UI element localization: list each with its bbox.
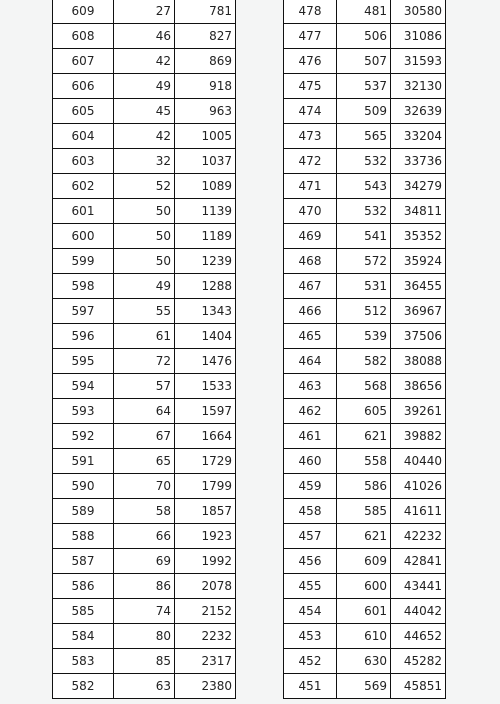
cumulative-cell: 2317 [175, 649, 236, 674]
table-row [53, 99, 236, 124]
cumulative-cell: 2078 [175, 574, 236, 599]
count-cell: 55 [114, 299, 175, 324]
count-cell: 572 [337, 249, 391, 274]
count-cell: 50 [114, 224, 175, 249]
table-row [284, 624, 446, 649]
table-row [53, 474, 236, 499]
count-cell: 621 [337, 524, 391, 549]
table-row [284, 474, 446, 499]
cumulative-cell: 42232 [391, 524, 446, 549]
table-row [53, 624, 236, 649]
cumulative-cell: 1404 [175, 324, 236, 349]
cumulative-cell: 39261 [391, 399, 446, 424]
cumulative-cell: 869 [175, 49, 236, 74]
score-cell: 473 [284, 124, 337, 149]
count-cell: 601 [337, 599, 391, 624]
table-row [53, 199, 236, 224]
table-row [284, 124, 446, 149]
score-cell: 608 [53, 24, 114, 49]
cumulative-cell: 39882 [391, 424, 446, 449]
count-cell: 506 [337, 24, 391, 49]
table-row [284, 199, 446, 224]
cumulative-cell: 2152 [175, 599, 236, 624]
table-row [53, 349, 236, 374]
count-cell: 512 [337, 299, 391, 324]
cumulative-cell: 44652 [391, 624, 446, 649]
cumulative-cell: 1799 [175, 474, 236, 499]
table-row [284, 149, 446, 174]
count-cell: 74 [114, 599, 175, 624]
score-cell: 588 [53, 524, 114, 549]
table-row [284, 649, 446, 674]
count-cell: 49 [114, 74, 175, 99]
cumulative-cell: 32130 [391, 74, 446, 99]
score-cell: 599 [53, 249, 114, 274]
count-cell: 537 [337, 74, 391, 99]
score-cell: 584 [53, 624, 114, 649]
cumulative-cell: 36967 [391, 299, 446, 324]
cumulative-cell: 41026 [391, 474, 446, 499]
count-cell: 585 [337, 499, 391, 524]
count-cell: 621 [337, 424, 391, 449]
cumulative-cell: 42841 [391, 549, 446, 574]
cumulative-cell: 34279 [391, 174, 446, 199]
count-cell: 481 [337, 0, 391, 24]
count-cell: 61 [114, 324, 175, 349]
score-cell: 461 [284, 424, 337, 449]
score-cell: 470 [284, 199, 337, 224]
count-cell: 532 [337, 199, 391, 224]
cumulative-cell: 1857 [175, 499, 236, 524]
score-cell: 604 [53, 124, 114, 149]
table-row [284, 349, 446, 374]
cumulative-cell: 33204 [391, 124, 446, 149]
score-cell: 475 [284, 74, 337, 99]
score-cell: 600 [53, 224, 114, 249]
count-cell: 27 [114, 0, 175, 24]
score-table-right [283, 0, 446, 699]
count-cell: 532 [337, 149, 391, 174]
cumulative-cell: 40440 [391, 449, 446, 474]
score-cell: 606 [53, 74, 114, 99]
score-table-left-body [53, 0, 236, 699]
table-row [53, 24, 236, 49]
count-cell: 541 [337, 224, 391, 249]
cumulative-cell: 38088 [391, 349, 446, 374]
score-cell: 456 [284, 549, 337, 574]
score-cell: 590 [53, 474, 114, 499]
score-cell: 471 [284, 174, 337, 199]
cumulative-cell: 1189 [175, 224, 236, 249]
score-cell: 467 [284, 274, 337, 299]
count-cell: 52 [114, 174, 175, 199]
count-cell: 569 [337, 674, 391, 699]
count-cell: 69 [114, 549, 175, 574]
table-row [284, 674, 446, 699]
count-cell: 64 [114, 399, 175, 424]
table-row [284, 599, 446, 624]
count-cell: 605 [337, 399, 391, 424]
cumulative-cell: 1664 [175, 424, 236, 449]
table-row [53, 674, 236, 699]
count-cell: 582 [337, 349, 391, 374]
score-cell: 458 [284, 499, 337, 524]
count-cell: 46 [114, 24, 175, 49]
cumulative-cell: 1476 [175, 349, 236, 374]
count-cell: 72 [114, 349, 175, 374]
score-cell: 466 [284, 299, 337, 324]
cumulative-cell: 33736 [391, 149, 446, 174]
cumulative-cell: 45282 [391, 649, 446, 674]
table-row [284, 74, 446, 99]
score-cell: 462 [284, 399, 337, 424]
count-cell: 539 [337, 324, 391, 349]
score-cell: 609 [53, 0, 114, 24]
cumulative-cell: 781 [175, 0, 236, 24]
score-cell: 469 [284, 224, 337, 249]
table-row [53, 49, 236, 74]
count-cell: 66 [114, 524, 175, 549]
table-row [53, 0, 236, 24]
table-row [284, 424, 446, 449]
table-row [53, 374, 236, 399]
count-cell: 86 [114, 574, 175, 599]
count-cell: 63 [114, 674, 175, 699]
table-row [284, 449, 446, 474]
count-cell: 70 [114, 474, 175, 499]
score-cell: 454 [284, 599, 337, 624]
table-row [284, 174, 446, 199]
score-cell: 587 [53, 549, 114, 574]
score-cell: 594 [53, 374, 114, 399]
table-row [284, 99, 446, 124]
cumulative-cell: 34811 [391, 199, 446, 224]
table-row [53, 499, 236, 524]
cumulative-cell: 37506 [391, 324, 446, 349]
score-cell: 598 [53, 274, 114, 299]
table-row [53, 224, 236, 249]
score-cell: 605 [53, 99, 114, 124]
cumulative-cell: 1923 [175, 524, 236, 549]
count-cell: 586 [337, 474, 391, 499]
score-cell: 464 [284, 349, 337, 374]
cumulative-cell: 1597 [175, 399, 236, 424]
score-cell: 451 [284, 674, 337, 699]
cumulative-cell: 1992 [175, 549, 236, 574]
score-cell: 453 [284, 624, 337, 649]
table-row [53, 399, 236, 424]
score-cell: 586 [53, 574, 114, 599]
score-cell: 601 [53, 199, 114, 224]
table-row [53, 174, 236, 199]
count-cell: 507 [337, 49, 391, 74]
table-row [53, 324, 236, 349]
table-row [284, 299, 446, 324]
count-cell: 50 [114, 199, 175, 224]
cumulative-cell: 31086 [391, 24, 446, 49]
table-row [53, 449, 236, 474]
count-cell: 65 [114, 449, 175, 474]
count-cell: 85 [114, 649, 175, 674]
table-row [284, 0, 446, 24]
score-cell: 460 [284, 449, 337, 474]
cumulative-cell: 918 [175, 74, 236, 99]
table-row [284, 324, 446, 349]
cumulative-cell: 43441 [391, 574, 446, 599]
score-cell: 593 [53, 399, 114, 424]
cumulative-cell: 35352 [391, 224, 446, 249]
table-row [284, 374, 446, 399]
table-row [53, 124, 236, 149]
score-cell: 463 [284, 374, 337, 399]
score-cell: 457 [284, 524, 337, 549]
cumulative-cell: 1089 [175, 174, 236, 199]
cumulative-cell: 963 [175, 99, 236, 124]
cumulative-cell: 38656 [391, 374, 446, 399]
score-cell: 468 [284, 249, 337, 274]
table-row [53, 274, 236, 299]
count-cell: 45 [114, 99, 175, 124]
table-row [53, 524, 236, 549]
score-cell: 465 [284, 324, 337, 349]
table-row [284, 224, 446, 249]
score-cell: 583 [53, 649, 114, 674]
count-cell: 531 [337, 274, 391, 299]
cumulative-cell: 31593 [391, 49, 446, 74]
table-row [53, 549, 236, 574]
table-row [53, 149, 236, 174]
score-cell: 459 [284, 474, 337, 499]
table-row [53, 249, 236, 274]
count-cell: 610 [337, 624, 391, 649]
cumulative-cell: 41611 [391, 499, 446, 524]
count-cell: 558 [337, 449, 391, 474]
count-cell: 609 [337, 549, 391, 574]
table-row [284, 24, 446, 49]
score-cell: 455 [284, 574, 337, 599]
count-cell: 568 [337, 374, 391, 399]
score-cell: 607 [53, 49, 114, 74]
cumulative-cell: 30580 [391, 0, 446, 24]
count-cell: 57 [114, 374, 175, 399]
score-cell: 476 [284, 49, 337, 74]
count-cell: 32 [114, 149, 175, 174]
score-cell: 585 [53, 599, 114, 624]
score-cell: 602 [53, 174, 114, 199]
count-cell: 49 [114, 274, 175, 299]
cumulative-cell: 1239 [175, 249, 236, 274]
count-cell: 67 [114, 424, 175, 449]
table-row [284, 399, 446, 424]
score-cell: 596 [53, 324, 114, 349]
score-table-left [52, 0, 236, 699]
count-cell: 50 [114, 249, 175, 274]
cumulative-cell: 35924 [391, 249, 446, 274]
table-row [284, 574, 446, 599]
table-row [284, 49, 446, 74]
cumulative-cell: 2380 [175, 674, 236, 699]
cumulative-cell: 1533 [175, 374, 236, 399]
cumulative-cell: 36455 [391, 274, 446, 299]
score-table-right-body [284, 0, 446, 699]
table-row [53, 299, 236, 324]
cumulative-cell: 2232 [175, 624, 236, 649]
table-row [53, 74, 236, 99]
count-cell: 509 [337, 99, 391, 124]
count-cell: 543 [337, 174, 391, 199]
count-cell: 80 [114, 624, 175, 649]
table-row [53, 424, 236, 449]
table-row [284, 549, 446, 574]
count-cell: 58 [114, 499, 175, 524]
cumulative-cell: 1139 [175, 199, 236, 224]
score-cell: 603 [53, 149, 114, 174]
cumulative-cell: 1005 [175, 124, 236, 149]
cumulative-cell: 1343 [175, 299, 236, 324]
score-cell: 452 [284, 649, 337, 674]
cumulative-cell: 1037 [175, 149, 236, 174]
score-cell: 474 [284, 99, 337, 124]
score-cell: 592 [53, 424, 114, 449]
count-cell: 42 [114, 124, 175, 149]
cumulative-cell: 827 [175, 24, 236, 49]
count-cell: 42 [114, 49, 175, 74]
count-cell: 565 [337, 124, 391, 149]
table-row [53, 574, 236, 599]
cumulative-cell: 1288 [175, 274, 236, 299]
cumulative-cell: 44042 [391, 599, 446, 624]
table-row [284, 499, 446, 524]
table-row [284, 524, 446, 549]
cumulative-cell: 32639 [391, 99, 446, 124]
score-cell: 597 [53, 299, 114, 324]
score-cell: 582 [53, 674, 114, 699]
table-row [53, 599, 236, 624]
table-row [284, 274, 446, 299]
score-cell: 477 [284, 24, 337, 49]
cumulative-cell: 1729 [175, 449, 236, 474]
score-cell: 595 [53, 349, 114, 374]
score-cell: 472 [284, 149, 337, 174]
score-cell: 478 [284, 0, 337, 24]
count-cell: 600 [337, 574, 391, 599]
table-row [53, 649, 236, 674]
cumulative-cell: 45851 [391, 674, 446, 699]
table-row [284, 249, 446, 274]
score-cell: 589 [53, 499, 114, 524]
score-cell: 591 [53, 449, 114, 474]
count-cell: 630 [337, 649, 391, 674]
